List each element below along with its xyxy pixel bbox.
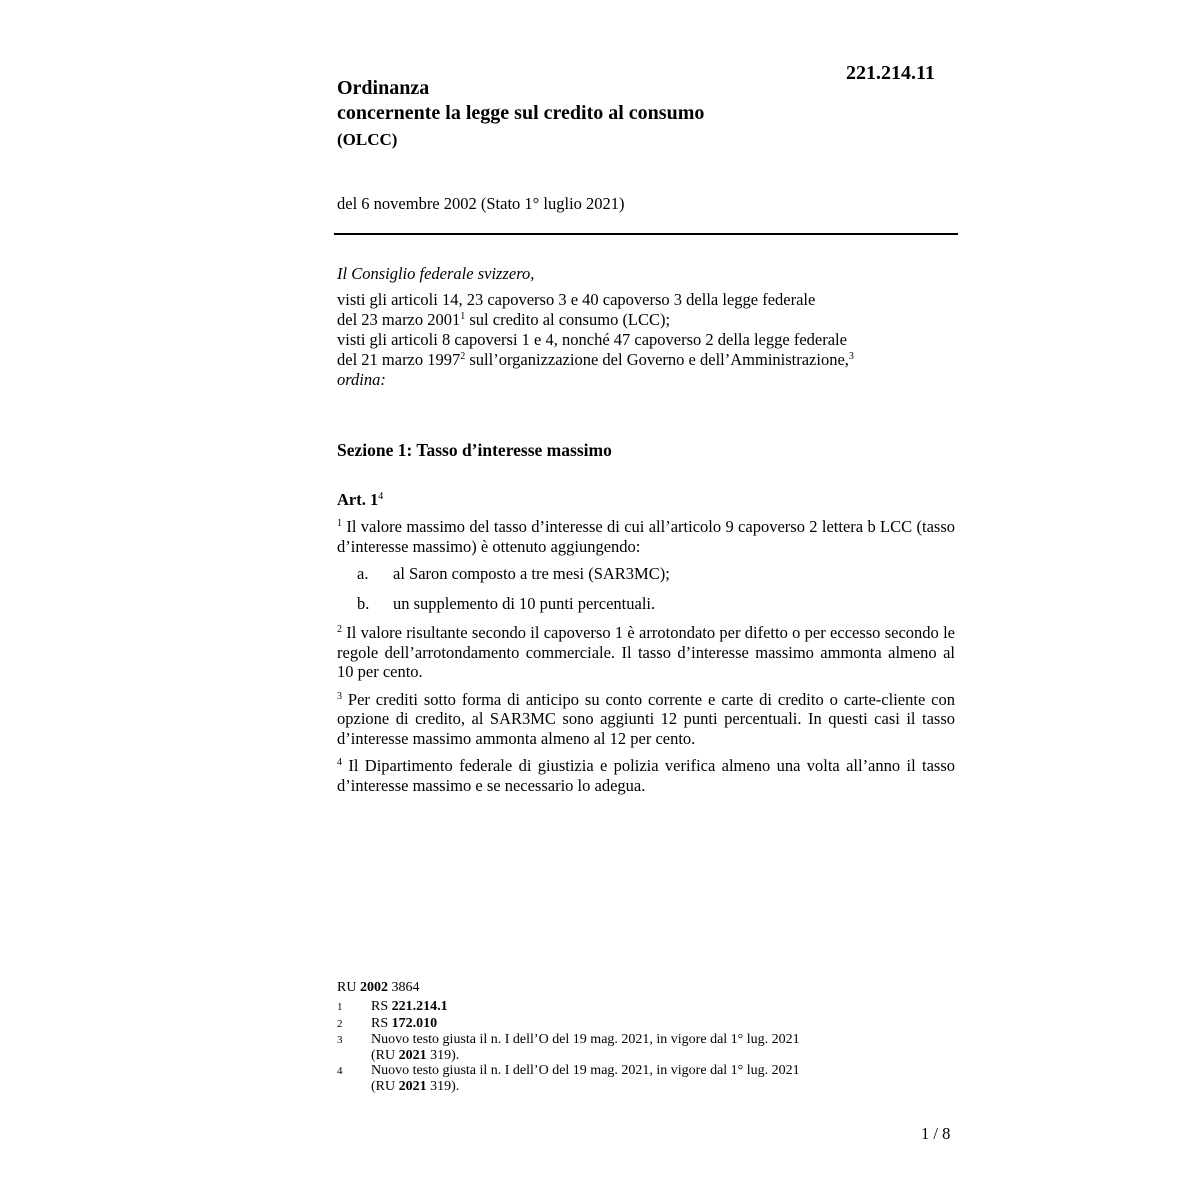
footnote-ref-2[interactable]: 2 bbox=[460, 351, 466, 362]
footnote-1: 1 RS 221.214.1 bbox=[337, 999, 448, 1014]
paragraph-4: $^4$ Il Dipartimento federale di giustizia e polizia verifica almeno una volta all’anno il tasso d’interesse massimo e se necessario lo adegua. bbox=[337, 756, 955, 795]
footnotes bbox=[337, 999, 897, 1094]
paragraph-3: $^3$ Per crediti sotto forma di anticipo su conto corrente e carte di credito o carte-cliente con opzione di credito, al SAR3MC sono aggiunti 12 punti percentuali. In questi casi il tasso d’interesse massimo ammonta almeno al 12 per cento. bbox=[337, 689, 955, 748]
list-item bbox=[337, 564, 955, 584]
preamble-line-2: del 23 marzo 2001$^1$ sul credito al consumo (LCC); bbox=[337, 310, 671, 329]
footnote-ref-4[interactable]: 4 bbox=[378, 491, 384, 502]
document-date: del 6 novembre 2002 (Stato 1° luglio 2021) bbox=[337, 194, 625, 213]
footnote-number: 1 bbox=[337, 1001, 343, 1013]
title-line-1: Ordinanza bbox=[337, 77, 430, 99]
ru-reference: RU 2002 3864 bbox=[337, 980, 420, 995]
footnote-4: 4 Nuovo testo giusta il n. I dell’O del 19 mag. 2021, in vigore dal 1° lug. 2021 (RU 2021 319). bbox=[337, 1063, 800, 1094]
preamble-line-3: visti gli articoli 8 capoversi 1 e 4, nonché 47 capoverso 2 della legge federale bbox=[337, 330, 847, 349]
header-divider bbox=[334, 233, 958, 235]
footnote-ref-1[interactable]: 1 bbox=[460, 311, 466, 322]
paragraph-number: 1 bbox=[337, 518, 342, 529]
paragraph-number: 3 bbox=[337, 690, 342, 702]
preamble-ordina: ordina: bbox=[337, 370, 386, 389]
document-title bbox=[337, 76, 704, 126]
list-item bbox=[337, 594, 955, 614]
footnote-ref-3[interactable]: 3 bbox=[848, 351, 854, 362]
title-abbreviation: (OLCC) bbox=[337, 130, 398, 149]
article-body bbox=[337, 517, 955, 803]
paragraph-1: $^1$ Il valore massimo del tasso d’interesse di cui all’articolo 9 capoverso 2 lettera b LCC (tasso d’interesse massimo) è ottenuto aggiungendo: bbox=[337, 517, 955, 556]
footnote-2: 2 RS 172.010 bbox=[337, 1015, 438, 1031]
paragraph-number: 4 bbox=[337, 757, 342, 768]
article-title: Art. $1^4$ bbox=[337, 490, 384, 509]
footnote-number: 3 bbox=[337, 1034, 343, 1046]
footnote-number: 4 bbox=[337, 1065, 343, 1077]
list-letter: a. bbox=[357, 564, 369, 583]
list-text: un supplemento di 10 punti percentuali. bbox=[393, 593, 656, 613]
footnote-number: 2 bbox=[337, 1017, 343, 1030]
page-number: 1 / 8 bbox=[921, 1124, 951, 1143]
section-title: Sezione 1: Tasso d’interesse massimo bbox=[337, 440, 612, 460]
preamble-authority: Il Consiglio federale svizzero, bbox=[337, 264, 535, 283]
sr-number: 221.214.11 bbox=[846, 62, 935, 84]
paragraph-2: $^2$ Il valore risultante secondo il capoverso 1 è arrotondato per difetto o per eccesso secondo le regole dell’arrotondamento commerciale. Il tasso d’interesse massimo ammonta almeno al 10 per cento. bbox=[337, 623, 955, 681]
preamble-line-1: visti gli articoli 14, 23 capoverso 3 e 40 capoverso 3 della legge federale bbox=[337, 290, 816, 309]
preamble bbox=[337, 264, 957, 390]
title-line-2: concernente la legge sul credito al consumo bbox=[337, 102, 705, 124]
list-text: al Saron composto a tre mesi (SAR3MC); bbox=[393, 564, 670, 583]
paragraph-number: 2 bbox=[337, 624, 342, 635]
preamble-line-4: del 21 marzo 1997$^2$ sull’organizzazione del Governo e dell’Amministrazione,$^3$ bbox=[337, 350, 854, 369]
list-letter: b. bbox=[357, 593, 370, 613]
footnote-3: 3 Nuovo testo giusta il n. I dell’O del 19 mag. 2021, in vigore dal 1° lug. 2021 (RU 2021 319). bbox=[337, 1032, 800, 1063]
